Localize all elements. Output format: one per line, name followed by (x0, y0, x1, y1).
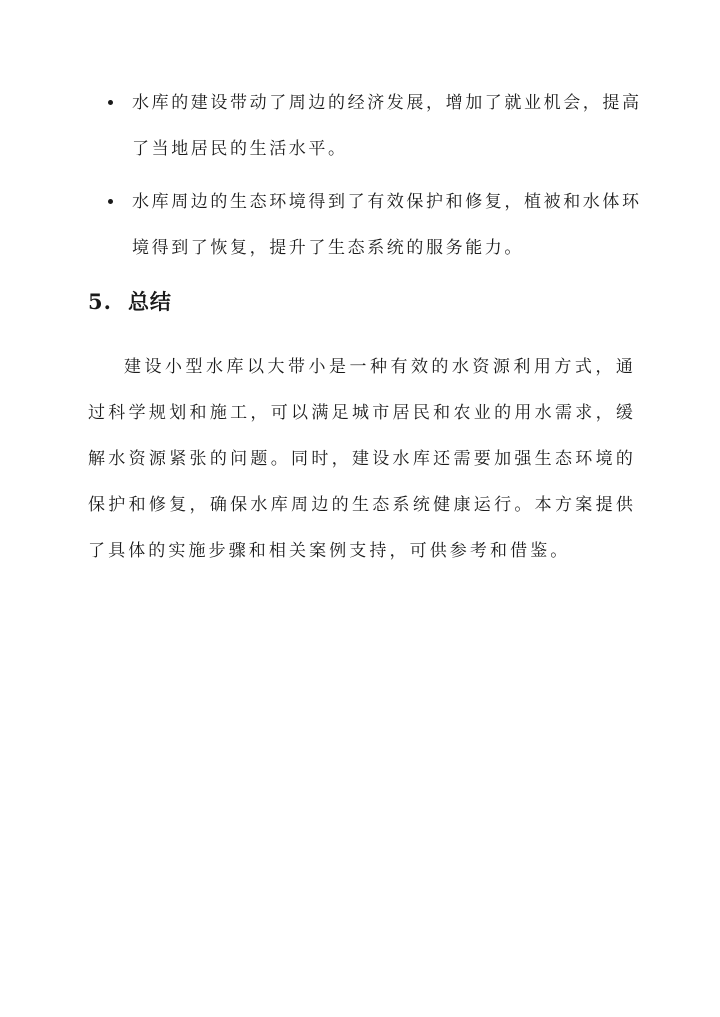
section-heading (88, 282, 172, 322)
list-item (102, 80, 642, 172)
bullet-text: 水库周边的生态环境得到了有效保护和修复，植被和水体环境得到了恢复，提升了生态系统的服务能力。 (132, 192, 642, 258)
bullet-dot-icon (108, 199, 113, 204)
summary-paragraph: 建设小型水库以大带小是一种有效的水资源利用方式，通过科学规划和施工，可以满足城市居民和农业的用水需求，缓解水资源紧张的问题。同时，建设水库还需要加强生态环境的保护和修复，确保水库周边的生态系统健康运行。本方案提供了具体的实施步骤和相关案例支持，可供参考和借鉴。 (88, 357, 636, 561)
bullet-dot-icon (108, 100, 113, 105)
bullet-list (102, 80, 642, 278)
section-number: 5. (88, 289, 112, 314)
section-title-text: 总结 (127, 289, 172, 314)
list-item (102, 179, 642, 271)
bullet-text: 水库的建设带动了周边的经济发展，增加了就业机会，提高了当地居民的生活水平。 (132, 93, 642, 159)
